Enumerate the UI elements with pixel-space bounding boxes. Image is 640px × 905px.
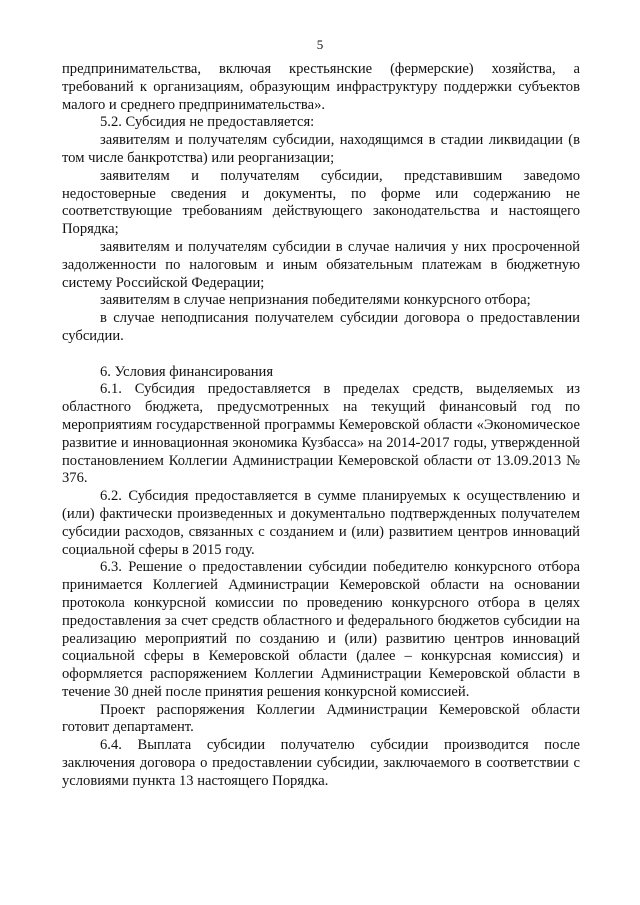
paragraph-6-3: 6.3. Решение о предоставлении субсидии победителю конкурсного отбора принимается Коллегией Администрации Кемеровской области на основании протокола конкурсной комиссии по проведению конкурсного отбора в целях предоставления за счет средств областного и федерального бюджетов субсидии на реализацию мероприятий по созданию и (или) развитию центров инноваций социальной сферы в Кемеровской области (далее – конкурсная комиссия) и оформляется распоряжением Коллегии Администрации Кемеровской области в течение 30 дней после принятия решения конкурсной комиссией.	[62, 559, 580, 700]
paragraph-5-2-heading: 5.2. Субсидия не предоставляется:	[100, 114, 315, 131]
paragraph-5-2-item-debt: заявителям и получателям субсидии в случае наличия у них просроченной задолженности по налоговым и иным обязательным платежам в бюджетную систему Российской Федерации;	[62, 238, 580, 291]
paragraph-6-2: 6.2. Субсидия предоставляется в сумме планируемых к осуществлению и (или) фактически произведенных и документально подтвержденных получателем субсидии расходов, связанных с созданием и (или) развитием центров инноваций социальной сферы в 2015 году.	[62, 488, 580, 558]
paragraph-6-3-draft: Проект распоряжения Коллегии Администрации Кемеровской области готовит департамент.	[62, 701, 580, 736]
section-gap	[62, 346, 580, 364]
paragraph-5-2-item-liquidation: заявителям и получателям субсидии, находящимся в стадии ликвидации (в том числе банкротства) или реорганизации;	[62, 132, 580, 166]
paragraph-continuation: предпринимательства, включая крестьянские (фермерские) хозяйства, а требований к организациям, образующим инфраструктуру поддержки субъектов малого и среднего предпринимательства».	[62, 61, 580, 113]
paragraph-5-2-item-false-documents: заявителям и получателям субсидии, представившим заведомо недостоверные сведения и документы, по форме или содержанию не соответствующие требованиям действующего законодательства и настоящего Порядка;	[62, 167, 580, 238]
paragraph-5-2-item-not-signed: в случае неподписания получателем субсидии договора о предоставлении субсидии.	[62, 310, 580, 344]
document-body	[62, 61, 580, 791]
paragraph-5-2-item-not-winner: заявителям в случае непризнания победителями конкурсного отбора;	[100, 292, 531, 309]
page-number: 5	[316, 37, 324, 52]
paragraph-6-4: 6.4. Выплата субсидии получателю субсидии производится после заключения договора о предоставлении субсидии, заключаемого в соответствии с условиями пункта 13 настоящего Порядка.	[62, 737, 580, 789]
paragraph-6-1: 6.1. Субсидия предоставляется в пределах средств, выделяемых из областного бюджета, предусмотренных на текущий финансовый год по мероприятиям государственной программы Кемеровской области «Экономическое развитие и инновационная экономика Кузбасса» на 2014-2017 годы, утвержденной постановлением Коллегии Администрации Кемеровской области от 13.09.2013 № 376.	[62, 381, 580, 487]
section-6-title: 6. Условия финансирования	[100, 363, 274, 380]
